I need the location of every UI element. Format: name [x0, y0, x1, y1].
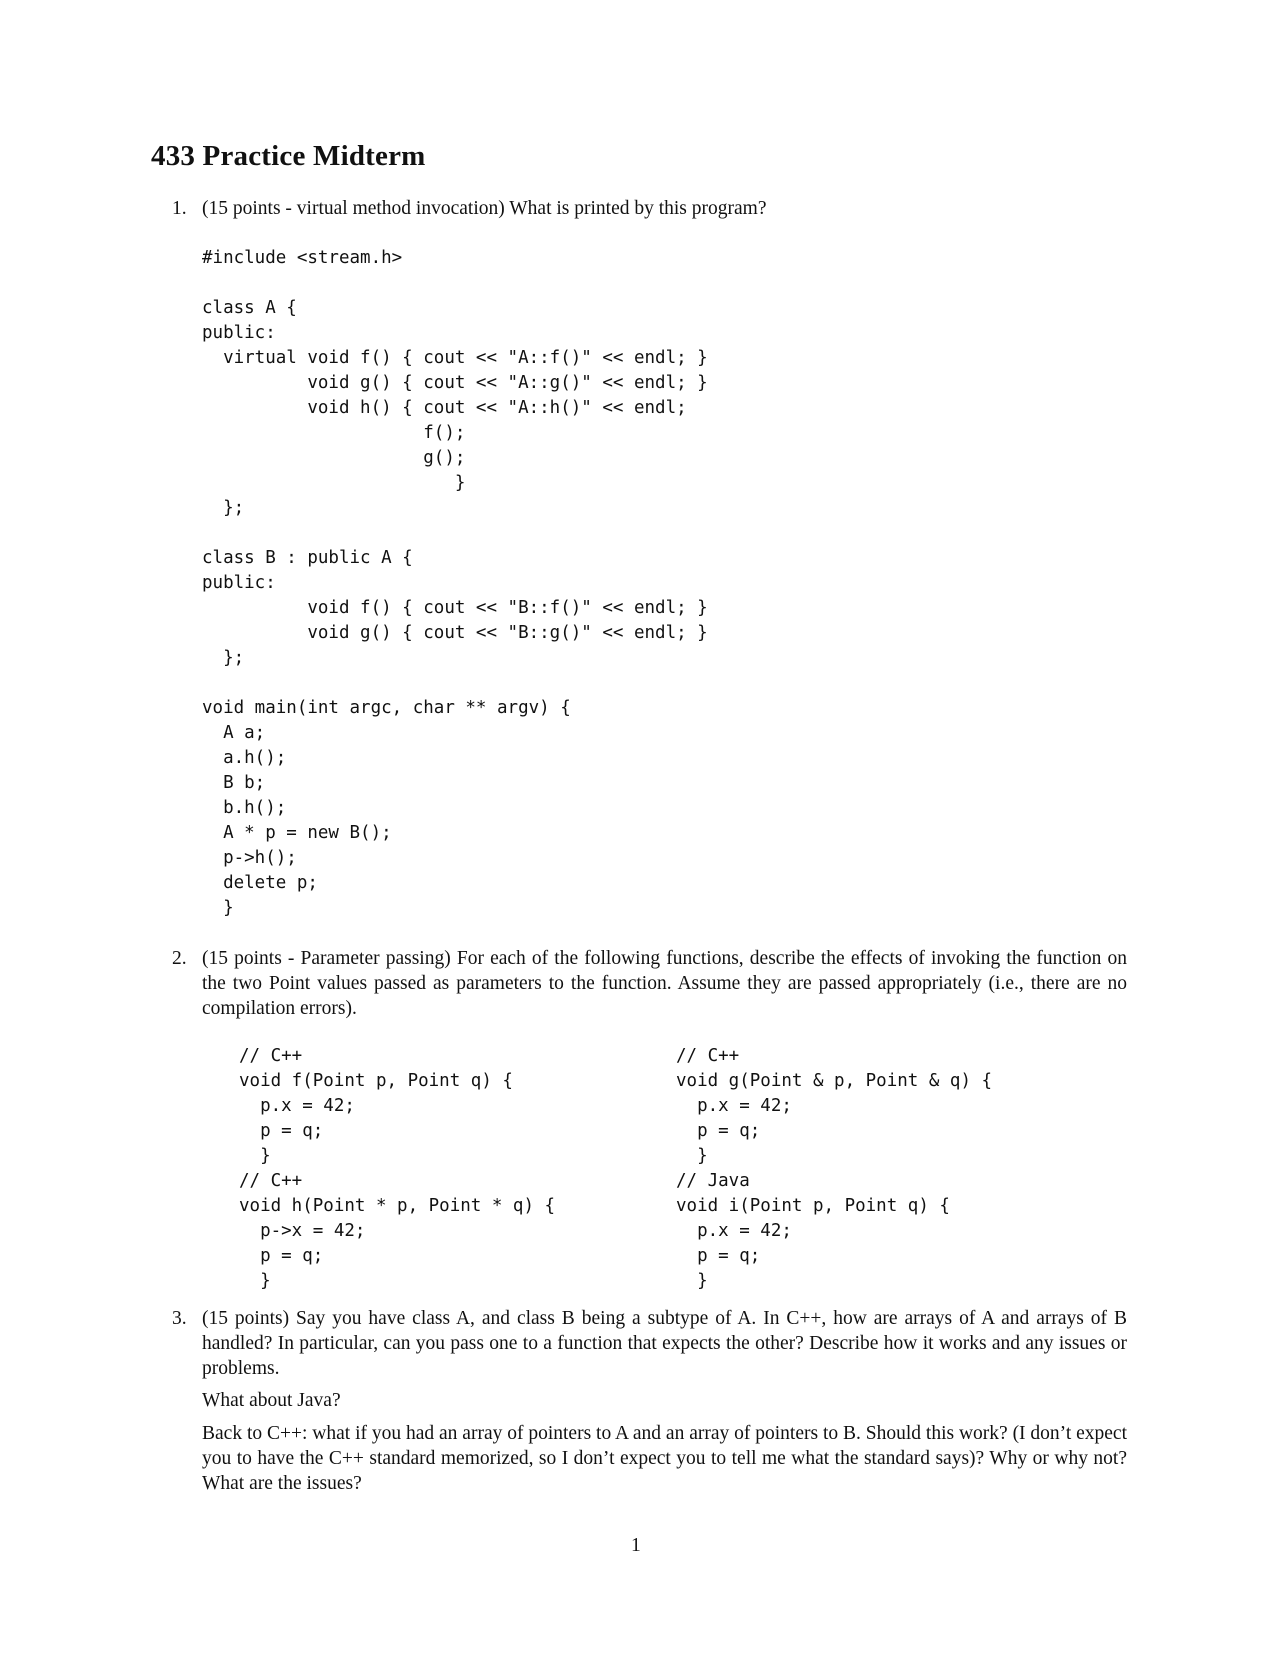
question-3-number: 3.: [172, 1308, 187, 1329]
page-title: 433 Practice Midterm: [151, 140, 426, 172]
code-include: #include <stream.h>: [202, 248, 403, 268]
code-class-b: class B : public A { public: void f() { cout << "B::f()" << endl; } void g() { cout << "B::g()" << endl; } };: [202, 548, 708, 668]
code-main: void main(int argc, char ** argv) { A a; a.h(); B b; b.h(); A * p = new B(); p->h(); delete p; }: [202, 698, 571, 918]
java-question: What about Java?: [202, 1390, 341, 1411]
page-number: 1: [631, 1535, 641, 1556]
code-class-a: class A { public: virtual void f() { cout << "A::f()" << endl; } void g() { cout << "A::g()" << endl; } void h() { cout << "A::h()" << endl; f(); g(); } };: [202, 298, 708, 518]
question-1-text: (15 points - virtual method invocation) What is printed by this program?: [202, 198, 767, 219]
question-2-number: 2.: [172, 948, 187, 969]
question-3-text: (15 points) Say you have class A, and class B being a subtype of A. In C++, how are arrays of A and arrays of B handled? In particular, can you pass one to a function that expects the other? Describe how it works and any issues or problems.: [202, 1308, 1127, 1379]
question-1-number: 1.: [172, 198, 187, 219]
code-point-left: // C++ void f(Point p, Point q) { p.x = 42; p = q; } // C++ void h(Point * p, Point * q) { p->x = 42; p = q; }: [239, 1046, 556, 1291]
code-point-right: // C++ void g(Point & p, Point & q) { p.x = 42; p = q; } // Java void i(Point p, Point q) { p.x = 42; p = q; }: [676, 1046, 993, 1291]
pointers-question: Back to C++: what if you had an array of pointers to A and an array of pointers to B. Should this work? (I don’t expect you to have the C++ standard memorized, so I don’t expect you to tell me what the standard says)? Why or why not? What are the issues?: [202, 1423, 1127, 1494]
question-2-text: (15 points - Parameter passing) For each of the following functions, describe the effects of invoking the function on the two Point values passed as parameters to the function. Assume they are passed appropriately (i.e., there are no compilation errors).: [202, 948, 1127, 1019]
